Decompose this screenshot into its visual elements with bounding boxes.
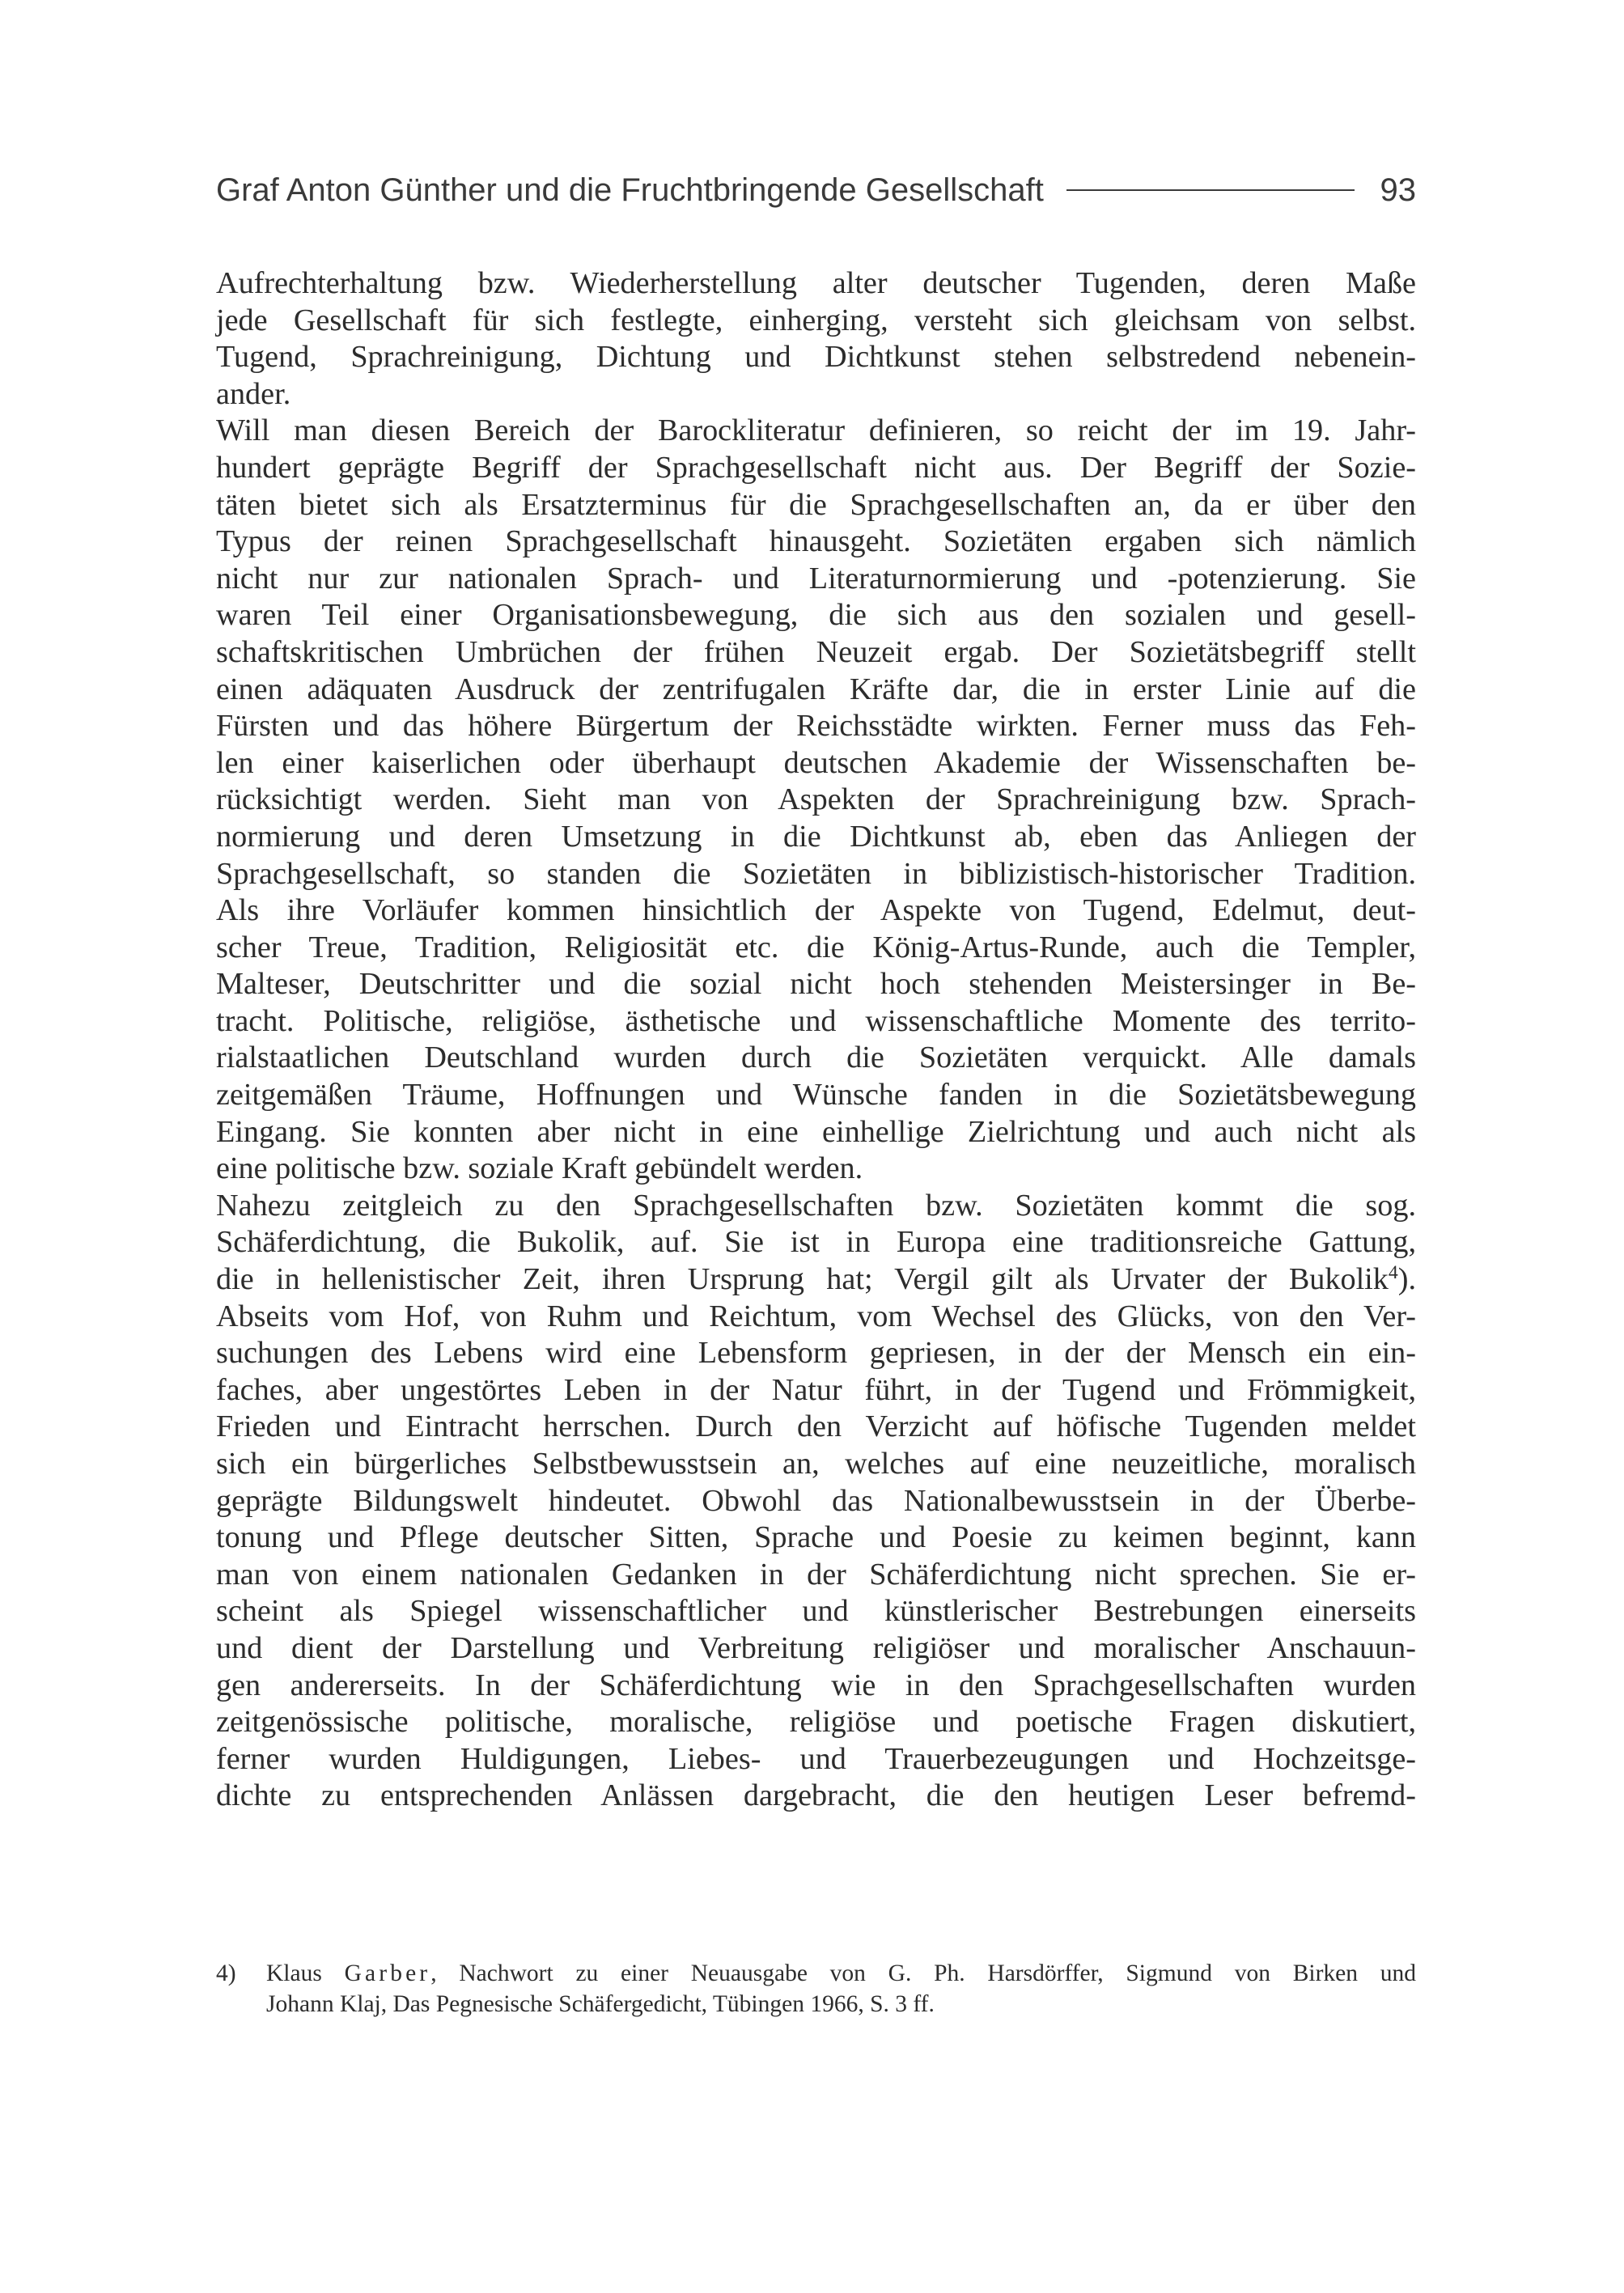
text-line: rücksichtigt werden. Sieht man von Aspekten der Sprachreinigung bzw. Sprach- [216, 782, 1416, 817]
footnote-entry [216, 1958, 1416, 2020]
text-line: und dient der Darstellung und Verbreitung religiöser und moralischer Anschauun- [216, 1630, 1416, 1665]
text-line: Fürsten und das höhere Bürgertum der Reichsstädte wirkten. Ferner muss das Feh- [216, 709, 1416, 744]
text-line: scheint als Spiegel wissenschaftlicher und künstlerischer Bestrebungen einerseits [216, 1594, 1416, 1629]
text-line: eine politische bzw. soziale Kraft gebündelt werden. [216, 1151, 863, 1186]
text-line: täten bietet sich als Ersatzterminus für die Sprachgesellschaften an, da er über den [216, 487, 1416, 522]
text-line: suchungen des Lebens wird eine Lebensform gepriesen, in der der Mensch ein ein- [216, 1336, 1416, 1371]
text-line: gen andererseits. In der Schäferdichtung wie in den Sprachgesellschaften wurden [216, 1668, 1416, 1702]
text-line: Abseits vom Hof, von Ruhm und Reichtum, vom Wechsel des Glücks, von den Ver- [216, 1299, 1416, 1333]
text-line: jede Gesellschaft für sich festlegte, einherging, versteht sich gleichsam von selbst. [216, 303, 1416, 337]
footnote-reference[interactable]: 4 [1388, 1262, 1398, 1284]
text-line: Nahezu zeitgleich zu den Sprachgesellschaften bzw. Sozietäten kommt die sog. [216, 1188, 1416, 1223]
footnote-author-last: Garber [344, 1960, 431, 1986]
text-line: dichte zu entsprechenden Anlässen dargebracht, die den heutigen Leser befremd- [216, 1778, 1416, 1813]
text-line: sich ein bürgerliches Selbstbewusstsein an, welches auf eine neuzeitliche, moralisch [216, 1447, 1416, 1481]
main-text [216, 265, 1416, 1815]
text-line: ander. [216, 376, 291, 411]
header-rule [1066, 189, 1355, 191]
text-line: Als ihre Vorläufer kommen hinsichtlich der Aspekte von Tugend, Edelmut, deut- [216, 893, 1416, 928]
text-line: tracht. Politische, religiöse, ästhetische und wissenschaftliche Momente des territo- [216, 1003, 1416, 1038]
text-line: Typus der reinen Sprachgesellschaft hinausgeht. Sozietäten ergaben sich nämlich [216, 524, 1416, 559]
footnote-ref-suffix: ). [1397, 1262, 1416, 1297]
page-number: 93 [1380, 172, 1416, 208]
text-line: rialstaatlichen Deutschland wurden durch die Sozietäten verquickt. Alle damals [216, 1041, 1416, 1075]
text-line: einen adäquaten Ausdruck der zentrifugalen Kräfte dar, die in erster Linie auf die [216, 672, 1416, 706]
text-line: schaftskritischen Umbrüchen der frühen Neuzeit ergab. Der Sozietätsbegriff stellt [216, 634, 1416, 669]
text-line: Frieden und Eintracht herrschen. Durch den Verzicht auf höfische Tugenden meldet [216, 1409, 1416, 1444]
text-line: man von einem nationalen Gedanken in der Schäferdichtung nicht sprechen. Sie er- [216, 1557, 1416, 1592]
text-line: normierung und deren Umsetzung in die Dichtkunst ab, eben das Anliegen der [216, 819, 1416, 854]
footnote-author-first: Klaus [266, 1960, 345, 1986]
footnote-line [266, 1958, 1416, 1989]
text-line-with-footnote-ref [216, 1261, 1416, 1299]
text-line: Tugend, Sprachreinigung, Dichtung und Dichtkunst stehen selbstredend nebenein- [216, 340, 1416, 375]
running-header-title: Graf Anton Günther und die Fruchtbringende Gesellschaft [216, 172, 1044, 208]
text-line: faches, aber ungestörtes Leben in der Natur führt, in der Tugend und Frömmigkeit, [216, 1372, 1416, 1407]
text-line: Eingang. Sie konnten aber nicht in eine einhellige Zielrichtung und auch nicht als [216, 1114, 1416, 1149]
text-line: hundert geprägte Begriff der Sprachgesellschaft nicht aus. Der Begriff der Sozie- [216, 450, 1416, 485]
text-line: nicht nur zur nationalen Sprach- und Literaturnormierung und -potenzierung. Sie [216, 561, 1416, 596]
text-line: ferner wurden Huldigungen, Liebes- und Trauerbezeugungen und Hochzeitsge- [216, 1741, 1416, 1776]
text-line: Will man diesen Bereich der Barockliteratur definieren, so reicht der im 19. Jahr- [216, 413, 1416, 448]
footnote [216, 1958, 1416, 2020]
footnote-line-rest: , Nachwort zu einer Neuausgabe von G. Ph. Harsdörffer, Sigmund von Birken und [430, 1960, 1416, 1986]
text-line: zeitgemäßen Träume, Hoffnungen und Wünsche fanden in die Sozietätsbewegung [216, 1078, 1416, 1113]
text-line: geprägte Bildungswelt hindeutet. Obwohl das Nationalbewusstsein in der Überbe- [216, 1483, 1416, 1518]
text-line: Malteser, Deutschritter und die sozial nicht hoch stehenden Meistersinger in Be- [216, 967, 1416, 1002]
text-line-content: die in hellenistischer Zeit, ihren Ursprung hat; Vergil gilt als Urvater der Bukolik [216, 1262, 1389, 1297]
text-line: Schäferdichtung, die Bukolik, auf. Sie ist in Europa eine traditionsreiche Gattung, [216, 1225, 1416, 1260]
text-line: len einer kaiserlichen oder überhaupt deutschen Akademie der Wissenschaften be- [216, 745, 1416, 780]
text-line: tonung und Pflege deutscher Sitten, Sprache und Poesie zu keimen beginnt, kann [216, 1520, 1416, 1555]
text-line: Sprachgesellschaft, so standen die Sozietäten in biblizistisch-historischer Tradition. [216, 856, 1416, 891]
text-line: scher Treue, Tradition, Religiosität etc. die König-Artus-Runde, auch die Templer, [216, 930, 1416, 964]
footnote-text [266, 1958, 1416, 2020]
running-header [216, 166, 1416, 214]
footnote-line: Johann Klaj, Das Pegnesische Schäfergedicht, Tübingen 1966, S. 3 ff. [266, 1991, 935, 2017]
text-line: Aufrechterhaltung bzw. Wiederherstellung alter deutscher Tugenden, deren Maße [216, 266, 1416, 300]
text-line: waren Teil einer Organisationsbewegung, die sich aus den sozialen und gesell- [216, 598, 1416, 633]
footnote-marker: 4) [216, 1960, 236, 1986]
text-line: zeitgenössische politische, moralische, religiöse und poetische Fragen diskutiert, [216, 1705, 1416, 1740]
